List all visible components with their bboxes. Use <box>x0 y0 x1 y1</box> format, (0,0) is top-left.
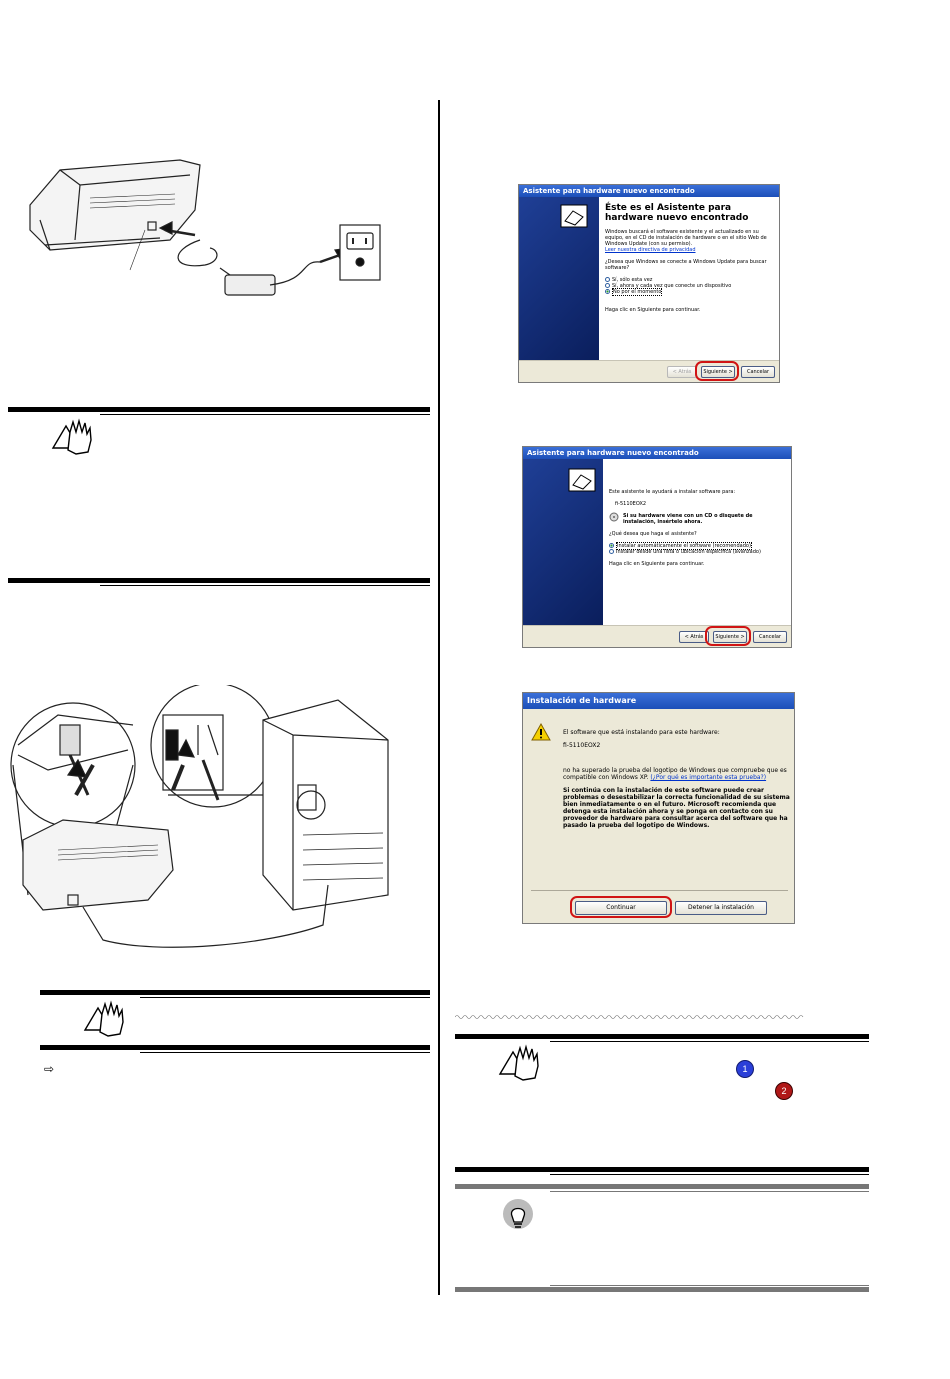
dialog-title: Asistente para hardware nuevo encontrado <box>519 185 779 197</box>
usb-connection-illustration <box>8 685 398 960</box>
hardware-installation-dialog <box>522 692 795 924</box>
wizard-intro: Windows buscará el software existente y el actualizado en su equipo, en el CD de instalación de hardware o en el sitio Web de Windows Update (con su permiso). <box>605 229 767 247</box>
radio-icon <box>609 549 614 554</box>
radio-icon <box>605 277 610 282</box>
step-badge-red: 2 <box>775 1082 793 1100</box>
note2-bottom-rule <box>40 1045 430 1050</box>
column-divider <box>438 100 440 1295</box>
lightbulb-hint-icon <box>498 1196 538 1236</box>
continue-button-highlight <box>570 896 672 918</box>
new-hardware-wizard-dialog-2 <box>522 446 792 648</box>
cd-hint: Si su hardware viene con un CD o disquete de instalación, insértelo ahora. <box>609 513 785 525</box>
cd-icon <box>609 512 619 522</box>
continue-hint: Haga clic en Siguiente para continuar. <box>605 307 701 313</box>
note3-top-thin-rule <box>550 1041 869 1042</box>
next-button[interactable]: Siguiente > <box>701 366 735 378</box>
install-line: El software que está instalando para este hardware: <box>563 729 720 736</box>
wizard-heading: Éste es el Asistente para hardware nuevo encontrado <box>605 203 749 223</box>
wizard-body <box>599 197 779 360</box>
device-name: fi-5110EOX2 <box>563 742 601 749</box>
wizard-side-banner <box>523 459 603 625</box>
hint-top-thin-rule <box>550 1191 869 1192</box>
radio-option-once[interactable]: Sí, sólo esta vez <box>605 277 773 283</box>
wavy-separator <box>455 1014 807 1020</box>
note-top-thin-rule <box>100 414 430 415</box>
why-important-link[interactable]: (¿Por qué es importante esta prueba?) <box>650 774 767 781</box>
hardware-icon <box>559 203 589 229</box>
hint-bottom-rule <box>455 1287 869 1292</box>
note-bottom-rule <box>8 578 430 583</box>
hand-caution-icon <box>48 418 98 456</box>
next-button-highlight <box>695 361 739 381</box>
wizard-side-banner <box>519 197 599 360</box>
next-button[interactable]: Siguiente > <box>713 631 747 643</box>
note-top-rule <box>8 407 430 412</box>
radio-icon <box>605 283 610 288</box>
note3-top-rule <box>455 1034 869 1039</box>
radio-selected-icon <box>609 543 614 548</box>
note2-bottom-thin-rule <box>140 1052 430 1053</box>
wizard-intro: Este asistente le ayudará a instalar software para: <box>609 489 736 495</box>
privacy-link[interactable]: Leer nuestra directiva de privacidad <box>605 247 696 253</box>
wizard-footer <box>519 360 779 382</box>
note3-bottom-thin-rule <box>550 1174 869 1175</box>
dialog-title: Instalación de hardware <box>523 693 794 709</box>
radio-option-always[interactable]: Sí, ahora y cada vez que conecte un dispositivo <box>605 283 773 289</box>
warning-icon <box>531 723 551 741</box>
note3-bottom-rule <box>455 1167 869 1172</box>
cancel-button[interactable]: Cancelar <box>741 366 775 378</box>
next-button-highlight <box>705 626 751 646</box>
reference-arrow-icon: ⇨ <box>44 1062 55 1076</box>
logo-test-text: no ha superado la prueba del logotipo de Windows que compruebe que es compatible con Windows XP. (¿Por qué es importante esta prueba?) <box>563 767 787 781</box>
hand-caution-icon <box>495 1044 545 1082</box>
device-name: fi-5110EOX2 <box>615 501 647 507</box>
continue-button[interactable]: Continuar <box>575 901 667 915</box>
wizard-question: ¿Qué desea que haga el asistente? <box>609 531 697 537</box>
hardware-icon <box>567 467 597 493</box>
hint-bottom-thin-rule <box>550 1285 869 1286</box>
stop-installation-button[interactable]: Detener la instalación <box>675 901 767 915</box>
hint-top-rule <box>455 1184 869 1189</box>
new-hardware-wizard-dialog <box>518 184 780 383</box>
wizard-body <box>603 459 791 625</box>
cancel-button[interactable]: Cancelar <box>753 631 787 643</box>
back-button[interactable]: < Atrás <box>679 631 709 643</box>
install-message <box>563 729 791 829</box>
stability-warning: Si continúa con la instalación de este software puede crear problemas o desestabilizar la correcta funcionalidad de su sistema bien inmediatamente o en el futuro. Microsoft recomienda que detenga esta instalación ahora y se ponga en contacto con su proveedor de hardware para consultar acerca del software que ha pasado la prueba del logotipo de Windows. <box>563 787 790 829</box>
back-button[interactable]: < Atrás <box>667 366 697 378</box>
radio-selected-icon <box>605 289 610 294</box>
note2-top-thin-rule <box>140 997 430 998</box>
radio-option-auto[interactable]: Instalar automáticamente el software (recomendado) <box>609 543 785 549</box>
power-connection-illustration <box>20 150 400 310</box>
radio-option-advanced[interactable]: Instalar desde una lista o ubicación específica (avanzado) <box>609 549 785 555</box>
radio-option-not-now[interactable]: No por el momento <box>605 289 773 295</box>
note-bottom-thin-rule <box>100 585 430 586</box>
wizard-question: ¿Desea que Windows se conecte a Windows Update para buscar software? <box>605 259 767 271</box>
step-badge-blue: 1 <box>736 1060 754 1078</box>
continue-hint: Haga clic en Siguiente para continuar. <box>609 561 705 567</box>
hand-caution-icon <box>80 1000 130 1038</box>
dialog-title: Asistente para hardware nuevo encontrado <box>523 447 791 459</box>
note2-top-rule <box>40 990 430 995</box>
dialog-separator <box>531 890 788 891</box>
